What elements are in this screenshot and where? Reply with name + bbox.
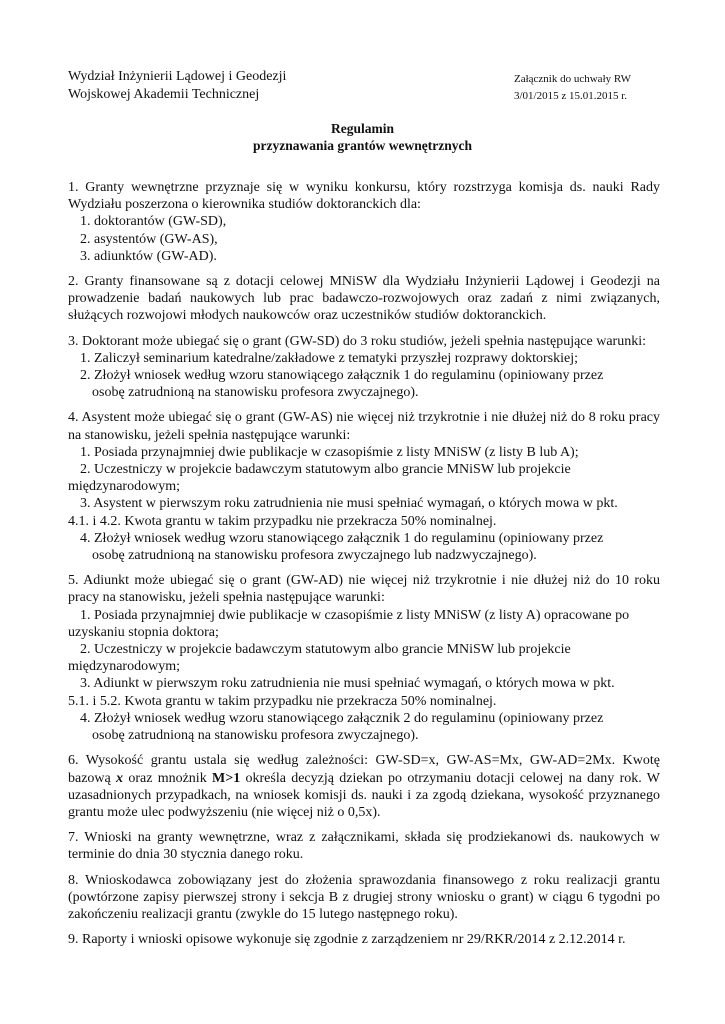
list-item: 2. Uczestniczy w projekcie badawczym statutowym albo grancie MNiSW lub projekcie [80, 462, 571, 478]
document-title [0, 120, 725, 154]
section-2 [68, 273, 660, 325]
list-item: 1. Posiada przynajmniej dwie publikacje w czasopiśmie z listy MNiSW (z listy A) opracowane po [80, 607, 630, 623]
section-6 [68, 752, 660, 821]
section-9 [68, 931, 660, 948]
section-8 [68, 872, 660, 924]
list-item: 1. Posiada przynajmniej dwie publikacje w czasopiśmie z listy MNiSW (z listy B lub A); [80, 444, 579, 460]
list-item: 2. Uczestniczy w projekcie badawczym statutowym albo grancie MNiSW lub projekcie [80, 642, 571, 658]
list-item: 4. Złożył wniosek według wzoru stanowiącego załącznik 2 do regulaminu (opiniowany przez [80, 710, 604, 726]
list-item: 3. Asystent w pierwszym roku zatrudnienia nie musi spełniać wymagań, o których mowa w pkt. [80, 496, 618, 512]
section-6-text-b: oraz mnożnik [123, 770, 212, 786]
list-item-continuation: osobę zatrudnioną na stanowisku profesora zwyczajnego). [92, 385, 419, 401]
section-5 [68, 572, 660, 744]
section-8-text: 8. Wnioskodawca zobowiązany jest do złożenia sprawozdania finansowego z roku realizacji grantu (powtórzone zapisy pierwszej strony i sekcja B z drugiej strony wniosku o grant) w ciągu 6 tygodni po zakończeniu realizacji grantu (zwykle do 15 lutego następnego roku). [68, 872, 660, 922]
section-4-text: 4. Asystent może ubiegać się o grant (GW-AS) nie więcej niż trzykrotnie i nie dłużej niż do 8 roku pracy na stanowisku, jeżeli spełnia następujące warunki: [68, 410, 660, 443]
list-item: 3. Adiunkt w pierwszym roku zatrudnienia nie musi spełniać wymagań, o których mowa w pkt. [80, 676, 615, 692]
multiplier-symbol: M>1 [212, 770, 241, 786]
section-2-text: 2. Granty finansowane są z dotacji celowej MNiSW dla Wydziału Inżynierii Lądowej i Geodezji na prowadzenie badań naukowych lub prac badawczo-rozwojowych oraz zadań z nimi związanych, służących rozwojowi młodych naukowców oraz uczestników studiów doktoranckich. [68, 274, 660, 324]
section-3 [68, 333, 660, 402]
regulation-body [68, 179, 660, 956]
list-item: 2. asystentów (GW-AS), [80, 231, 218, 247]
title-line-2: przyznawania grantów wewnętrznych [253, 138, 472, 153]
list-item-continuation: 4.1. i 4.2. Kwota grantu w takim przypadku nie przekracza 50% nominalnej. [68, 513, 497, 529]
list-item-continuation: 5.1. i 5.2. Kwota grantu w takim przypadku nie przekracza 50% nominalnej. [68, 693, 497, 709]
attachment-line-2: 3/01/2015 z 15.01.2015 r. [514, 90, 628, 102]
attachment-note [514, 71, 631, 105]
section-7 [68, 829, 660, 863]
section-6-text-a: 6. Wysokość grantu ustala się według zależności: GW-SD=x, GW-AS=Mx, GW-AD=2Mx. Kwotę bazową [68, 753, 660, 786]
faculty-name: Wydział Inżynierii Lądowej i Geodezji [68, 69, 287, 84]
title-line-1: Regulamin [330, 121, 394, 136]
attachment-line-1: Załącznik do uchwały RW [514, 73, 631, 85]
list-item-continuation: międzynarodowym; [68, 659, 180, 675]
academy-name: Wojskowej Akademii Technicznej [68, 87, 260, 102]
list-item-continuation: uzyskaniu stopnia doktora; [68, 624, 219, 640]
section-5-text: 5. Adiunkt może ubiegać się o grant (GW-AD) nie więcej niż trzykrotnie i nie dłużej niż do 10 roku pracy na stanowisku, jeżeli spełnia następujące warunki: [68, 573, 660, 606]
list-item: 1. Zaliczył seminarium katedralne/zakładowe z tematyki przyszłej rozprawy doktorskiej; [80, 350, 578, 366]
section-7-text: 7. Wnioski na granty wewnętrzne, wraz z załącznikami, składa się prodziekanowi ds. naukowych w terminie do dnia 30 stycznia danego roku. [68, 830, 660, 863]
list-item: 3. adiunktów (GW-AD). [80, 248, 217, 264]
list-item: 1. doktorantów (GW-SD), [80, 214, 227, 230]
section-4 [68, 409, 660, 564]
section-1-text: 1. Granty wewnętrzne przyznaje się w wyniku konkursu, który rozstrzyga komisja ds. nauki Rady Wydziału poszerzona o kierownika studiów doktoranckich dla: [68, 180, 660, 213]
section-3-text: 3. Doktorant może ubiegać się o grant (GW-SD) do 3 roku studiów, jeżeli spełnia następujące warunki: [68, 333, 646, 349]
section-6-text-c: określa decyzją dziekan po otrzymaniu dotacji celowej na dany rok. W uzasadnionych przypadkach, na wniosek komisji ds. nauki i za zgodą dziekana, wysokość przyznanego grantu może ulec podwyższeniu (nie więcej niż o 0,5x). [68, 770, 660, 820]
list-item-continuation: międzynarodowym; [68, 479, 180, 495]
list-item-continuation: osobę zatrudnioną na stanowisku profesora zwyczajnego). [92, 728, 419, 744]
section-9-text: 9. Raporty i wnioski opisowe wykonuje się zgodnie z zarządzeniem nr 29/RKR/2014 z 2.12.2014 r. [68, 932, 626, 948]
section-1 [68, 179, 660, 265]
list-item: 4. Złożył wniosek według wzoru stanowiącego załącznik 1 do regulaminu (opiniowany przez [80, 530, 604, 546]
list-item-continuation: osobę zatrudnioną na stanowisku profesora zwyczajnego lub nadzwyczajnego). [92, 548, 537, 564]
base-amount-symbol: x [116, 770, 124, 786]
list-item: 2. Złożył wniosek według wzoru stanowiącego załącznik 1 do regulaminu (opiniowany przez [80, 368, 604, 384]
faculty-header [68, 68, 286, 104]
